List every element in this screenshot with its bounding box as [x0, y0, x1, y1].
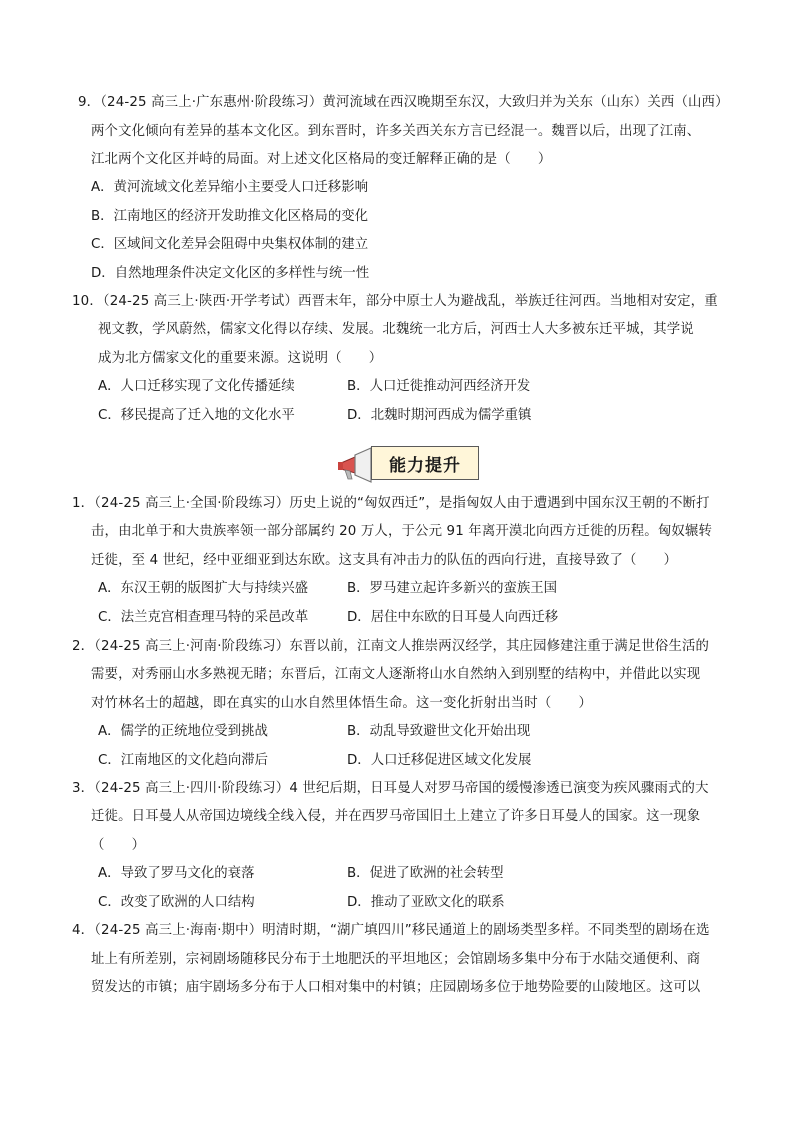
question-9-option-d: D．自然地理条件决定文化区的多样性与统一性 [91, 266, 370, 281]
problem-4-stem-line-2: 址上有所差别，宗祠剧场随移民分布于土地肥沃的平坦地区；会馆剧场多集中分布于水陆交通便利、商 [91, 952, 701, 967]
problem-2-option-c: C．江南地区的文化趋向滞后 [98, 753, 269, 768]
question-9-option-a: A．黄河流域文化差异缩小主要受人口迁移影响 [91, 180, 368, 195]
section-banner [335, 443, 485, 485]
question-10-stem-line-2: 视文教，学风蔚然，儒家文化得以存续、发展。北魏统一北方后，河西士人大多被东迁平城，其学说 [98, 322, 694, 337]
question-9-option-b: B．江南地区的经济开发助推文化区格局的变化 [91, 209, 368, 224]
problem-1-option-c: C．法兰克宫相查理马特的采邑改革 [98, 610, 309, 625]
problem-2-stem-line-3: 对竹林名士的超越，即在真实的山水自然里体悟生命。这一变化折射出当时（ ） [91, 696, 593, 711]
question-10-option-d: D．北魏时期河西成为儒学重镇 [347, 408, 532, 423]
problem-1-option-d: D．居住中东欧的日耳曼人向西迁移 [347, 610, 559, 625]
problem-1-option-a: A．东汉王朝的版图扩大与持续兴盛 [98, 581, 309, 596]
problem-2-option-d: D．人口迁移促进区域文化发展 [347, 753, 532, 768]
problem-3-stem-line-3: （ ） [91, 838, 146, 853]
problem-1-stem-line-2: 击，由北单于和大贵族率领一部分部属约 20 万人，于公元 91 年离开漠北向西方迁徙的历程。匈奴辗转 [91, 524, 713, 539]
question-9-stem-line-2: 两个文化倾向有差异的基本文化区。到东晋时，许多关西关东方言已经混一。魏晋以后，出现了江南、 [91, 124, 701, 139]
problem-2-stem-line-1: 2．（24-25 高三上·河南·阶段练习）东晋以前，江南文人推崇两汉经学，其庄园修建注重于满足世俗生活的 [72, 639, 710, 654]
question-9-stem-line-3: 江北两个文化区并峙的局面。对上述文化区格局的变迁解释正确的是（ ） [91, 152, 552, 167]
problem-4-stem-line-1: 4．（24-25 高三上·海南·期中）明清时期，“湖广填四川”移民通道上的剧场类型多样。不同类型的剧场在选 [72, 923, 710, 938]
problem-3-option-a: A．导致了罗马文化的衰落 [98, 866, 255, 881]
problem-1-stem-line-1: 1．（24-25 高三上·全国·阶段练习）历史上说的“匈奴西迁”，是指匈奴人由于遭遇到中国东汉王朝的不断打 [72, 496, 710, 511]
problem-3-stem-line-1: 3．（24-25 高三上·四川·阶段练习）4 世纪后期，日耳曼人对罗马帝国的缓慢渗透已演变为疾风骤雨式的大 [72, 781, 709, 796]
problem-2-stem-line-2: 需要，对秀丽山水多熟视无睹；东晋后，江南文人逐渐将山水自然纳入到别墅的结构中，并借此以实现 [91, 667, 701, 682]
question-10-option-b: B．人口迁徙推动河西经济开发 [347, 379, 531, 394]
problem-4-stem-line-3: 贸发达的市镇；庙宇剧场多分布于人口相对集中的村镇；庄园剧场多位于地势险要的山陵地区。这可以 [91, 980, 701, 995]
problem-1-option-b: B．罗马建立起许多新兴的蛮族王国 [347, 581, 558, 596]
problem-3-option-d: D．推动了亚欧文化的联系 [347, 895, 505, 910]
question-10-stem-line-1: 10．（24-25 高三上·陕西·开学考试）西晋末年，部分中原士人为避战乱，举族迁往河西。当地相对安定，重 [72, 294, 718, 309]
question-9-stem-line-1: 9．（24-25 高三上·广东惠州·阶段练习）黄河流域在西汉晚期至东汉，大致归并为关东（山东）关西（山西） [78, 95, 729, 110]
problem-2-option-b: B．动乱导致避世文化开始出现 [347, 724, 531, 739]
section-title: 能力提升 [389, 455, 461, 476]
problem-3-option-b: B．促进了欧洲的社会转型 [347, 866, 504, 881]
problem-2-option-a: A．儒学的正统地位受到挑战 [98, 724, 268, 739]
question-9-option-c: C．区域间文化差异会阻碍中央集权体制的建立 [91, 237, 369, 252]
problem-1-stem-line-3: 迁徙，至 4 世纪，经中亚细亚到达东欧。这支具有冲击力的队伍的西向行进，直接导致了（ ） [91, 553, 678, 568]
problem-3-option-c: C．改变了欧洲的人口结构 [98, 895, 255, 910]
section-title-box [371, 446, 479, 480]
question-10-option-c: C．移民提高了迁入地的文化水平 [98, 408, 295, 423]
question-10-stem-line-3: 成为北方儒家文化的重要来源。这说明（ ） [98, 351, 383, 366]
problem-3-stem-line-2: 迁徙。日耳曼人从帝国边境线全线入侵，并在西罗马帝国旧土上建立了许多日耳曼人的国家。这一现象 [91, 809, 701, 824]
question-10-option-a: A．人口迁移实现了文化传播延续 [98, 379, 295, 394]
